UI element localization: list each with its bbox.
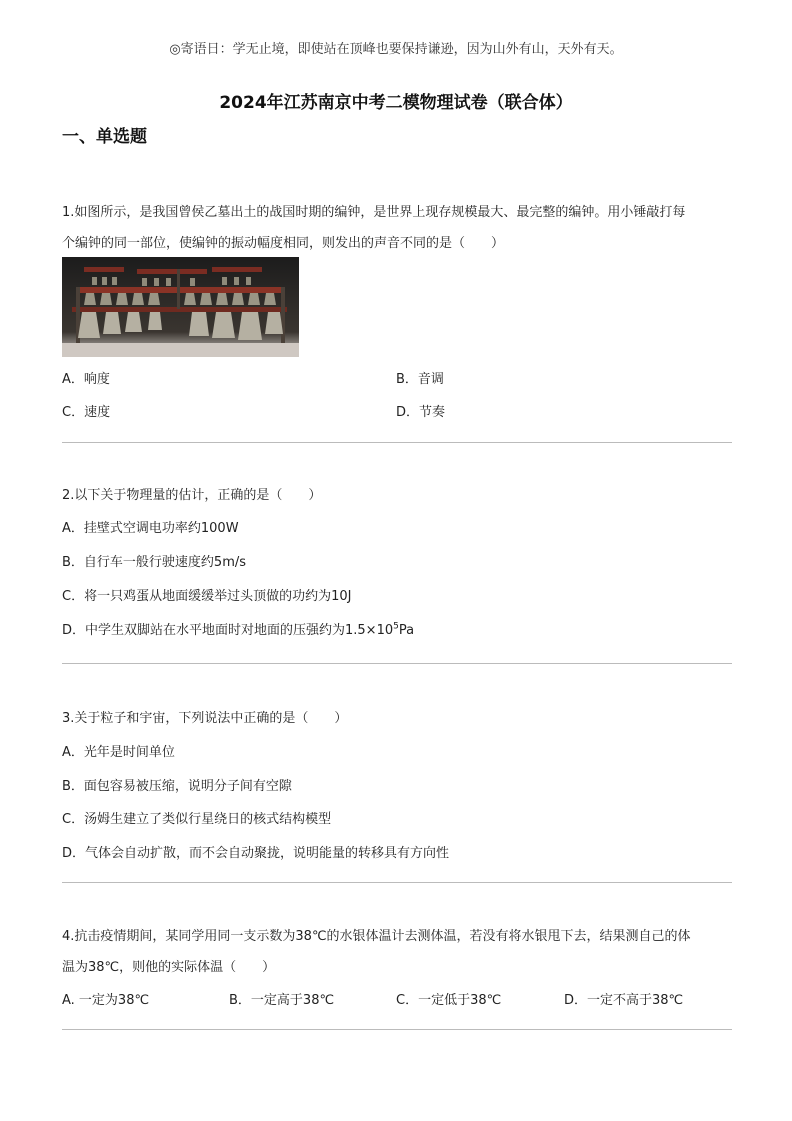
question-3-stem: 3.关于粒子和宇宙，下列说法中正确的是（ ） <box>62 711 348 726</box>
question-2-stem: 2.以下关于物理量的估计，正确的是（ ） <box>62 488 322 503</box>
question-2-option-b[interactable]: B．自行车一般行驶速度约5m/s <box>62 555 247 570</box>
question-4-stem-line2: 温为38℃，则他的实际体温（ ） <box>62 960 276 975</box>
divider <box>62 1029 732 1030</box>
divider <box>62 882 732 883</box>
question-1-option-c[interactable]: C．速度 <box>62 405 111 420</box>
question-1-option-a[interactable]: A．响度 <box>62 372 110 387</box>
divider <box>62 663 732 664</box>
question-2-option-a[interactable]: A．挂壁式空调电功率约100W <box>62 521 239 536</box>
question-4-option-d[interactable]: D．一定不高于38℃ <box>564 993 684 1008</box>
question-2-option-d-text: D．中学生双脚站在水平地面时对地面的压强约为1.5×10 <box>62 623 394 638</box>
question-2-option-c[interactable]: C．将一只鸡蛋从地面缓缓举过头顶做的功约为10J <box>62 589 352 604</box>
divider <box>62 442 732 443</box>
question-3-option-b[interactable]: B．面包容易被压缩，说明分子间有空隙 <box>62 779 292 794</box>
question-4-option-c[interactable]: C．一定低于38℃ <box>396 993 502 1008</box>
question-4-option-b[interactable]: B．一定高于38℃ <box>229 993 335 1008</box>
question-1-option-b[interactable]: B．音调 <box>396 372 444 387</box>
motto: ◎寄语日：学无止境，即使站在顶峰也要保持谦逊，因为山外有山，天外有天。 <box>169 42 623 57</box>
question-3-option-a[interactable]: A．光年是时间单位 <box>62 745 175 760</box>
question-2-option-d[interactable] <box>62 619 414 638</box>
bianzhong-bells-photo <box>62 257 299 357</box>
question-4-option-a[interactable]: A. 一定为38℃ <box>62 993 150 1008</box>
question-1-stem-line1: 1.如图所示，是我国曾侯乙墓出土的战国时期的编钟，是世界上现存规模最大、最完整的编钟。用小锤敲打每 <box>62 205 686 220</box>
question-1-option-d[interactable]: D．节奏 <box>396 405 446 420</box>
section-heading: 一、单选题 <box>62 127 147 147</box>
question-3-option-d[interactable]: D．气体会自动扩散，而不会自动聚拢，说明能量的转移具有方向性 <box>62 846 450 861</box>
question-1-stem-line2: 个编钟的同一部位，使编钟的振动幅度相同，则发出的声音不同的是（ ） <box>62 236 505 251</box>
question-2-option-d-unit: Pa <box>398 623 415 638</box>
question-4-stem-line1: 4.抗击疫情期间，某同学用同一支示数为38℃的水银体温计去测体温，若没有将水银甩下去，结果测自己的体 <box>62 929 691 944</box>
question-2-option-d-exponent: 5 <box>393 621 399 632</box>
page-title: 2024年江苏南京中考二模物理试卷（联合体） <box>219 93 573 113</box>
question-3-option-c[interactable]: C．汤姆生建立了类似行星绕日的核式结构模型 <box>62 812 332 827</box>
